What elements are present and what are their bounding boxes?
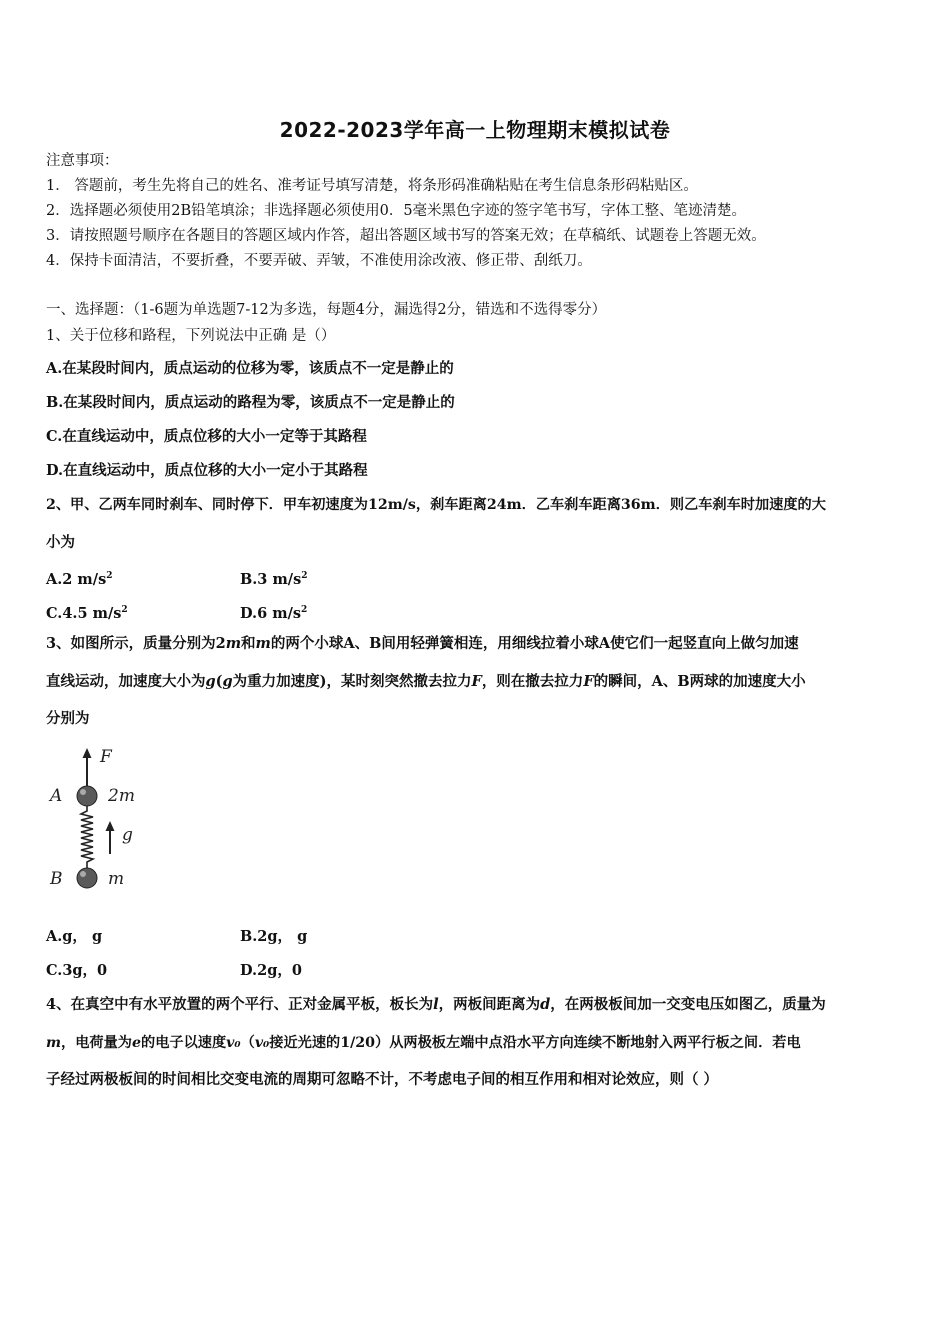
q1-option-a: A.在某段时间内，质点运动的位移为零，该质点不一定是静止的 — [46, 360, 454, 377]
spring-balls-figure — [46, 742, 156, 892]
q4-stem-line1: 4、在真空中有水平放置的两个平行、正对金属平板，板长为l，两板间距离为d，在两极板间加一交变电压如图乙，质量为 — [46, 996, 826, 1013]
q3-stem-line3: 分别为 — [46, 710, 90, 727]
q2-option-c: C.4.5 $m/s^2$ — [46, 605, 128, 622]
q4-stem-line2: m，电荷量为e的电子以速度v₀（v₀接近光速的1/20）从两极板左端中点沿水平方向连续不断地射入两平行板之间．若电 — [46, 1035, 801, 1051]
q2-option-d: D.6 $m/s^2$ — [240, 605, 308, 622]
ball-a-mass: 2m — [108, 786, 135, 806]
q1-stem: 1、关于位移和路程，下列说法中正确 是（） — [46, 328, 336, 344]
section-heading: 一、选择题：（1-6题为单选题7-12为多选，每题4分，漏选得2分，错选和不选得零分） — [46, 302, 607, 318]
notice-item-4: 4．保持卡面清洁，不要折叠，不要弄破、弄皱，不准使用涂改液、修正带、刮纸刀。 — [46, 253, 592, 269]
q1-option-d: D.在直线运动中，质点位移的大小一定小于其路程 — [46, 462, 368, 479]
ball-b-mass: m — [108, 869, 125, 889]
q2-option-a: A.2 $m/s^2$ — [46, 571, 113, 588]
notice-heading: 注意事项： — [46, 153, 119, 169]
page-title: 2022-2023学年高一上物理期末模拟试卷 — [279, 118, 671, 142]
force-label: F — [100, 747, 112, 767]
q1-option-c: C.在直线运动中，质点位移的大小一定等于其路程 — [46, 428, 367, 445]
q2-stem-line2: 小为 — [46, 534, 75, 551]
q3-option-d: D.2g，0 — [240, 962, 302, 979]
q3-option-a: A.g， g — [46, 928, 103, 945]
notice-item-1: 1． 答题前，考生先将自己的姓名、准考证号填写清楚，将条形码准确粘贴在考生信息条形码粘贴区。 — [46, 178, 698, 194]
q2-stem-line1: 2、甲、乙两车同时刹车、同时停下．甲车初速度为12m/s，刹车距离24m．乙车刹车距离36m．则乙车刹车时加速度的大 — [46, 497, 826, 513]
ball-a-label: A — [50, 786, 63, 806]
notice-item-3: 3．请按照题号顺序在各题目的答题区域内作答，超出答题区域书写的答案无效；在草稿纸、试题卷上答题无效。 — [46, 228, 766, 244]
accel-label: g — [122, 825, 133, 845]
q3-option-b: B.2g， g — [240, 928, 308, 945]
ball-b-label: B — [50, 869, 63, 889]
q4-stem-line3: 子经过两极板间的时间相比交变电流的周期可忽略不计，不考虑电子间的相互作用和相对论效应，则（ ） — [46, 1071, 719, 1088]
q2-option-b: B.3 $m/s^2$ — [240, 571, 308, 588]
q3-stem-line1: 3、如图所示，质量分别为2m和m的两个小球A、B间用轻弹簧相连，用细线拉着小球A使它们一起竖直向上做匀加速 — [46, 635, 799, 652]
q3-option-c: C.3g，0 — [46, 962, 108, 979]
q1-option-b: B.在某段时间内，质点运动的路程为零，该质点不一定是静止的 — [46, 394, 455, 411]
notice-item-2: 2．选择题必须使用2B铅笔填涂；非选择题必须使用0．5毫米黑色字迹的签字笔书写，字体工整、笔迹清楚。 — [46, 203, 747, 219]
q3-stem-line2: 直线运动，加速度大小为g(g为重力加速度)，某时刻突然撤去拉力F，则在撤去拉力F的瞬间，A、B两球的加速度大小 — [46, 673, 806, 690]
